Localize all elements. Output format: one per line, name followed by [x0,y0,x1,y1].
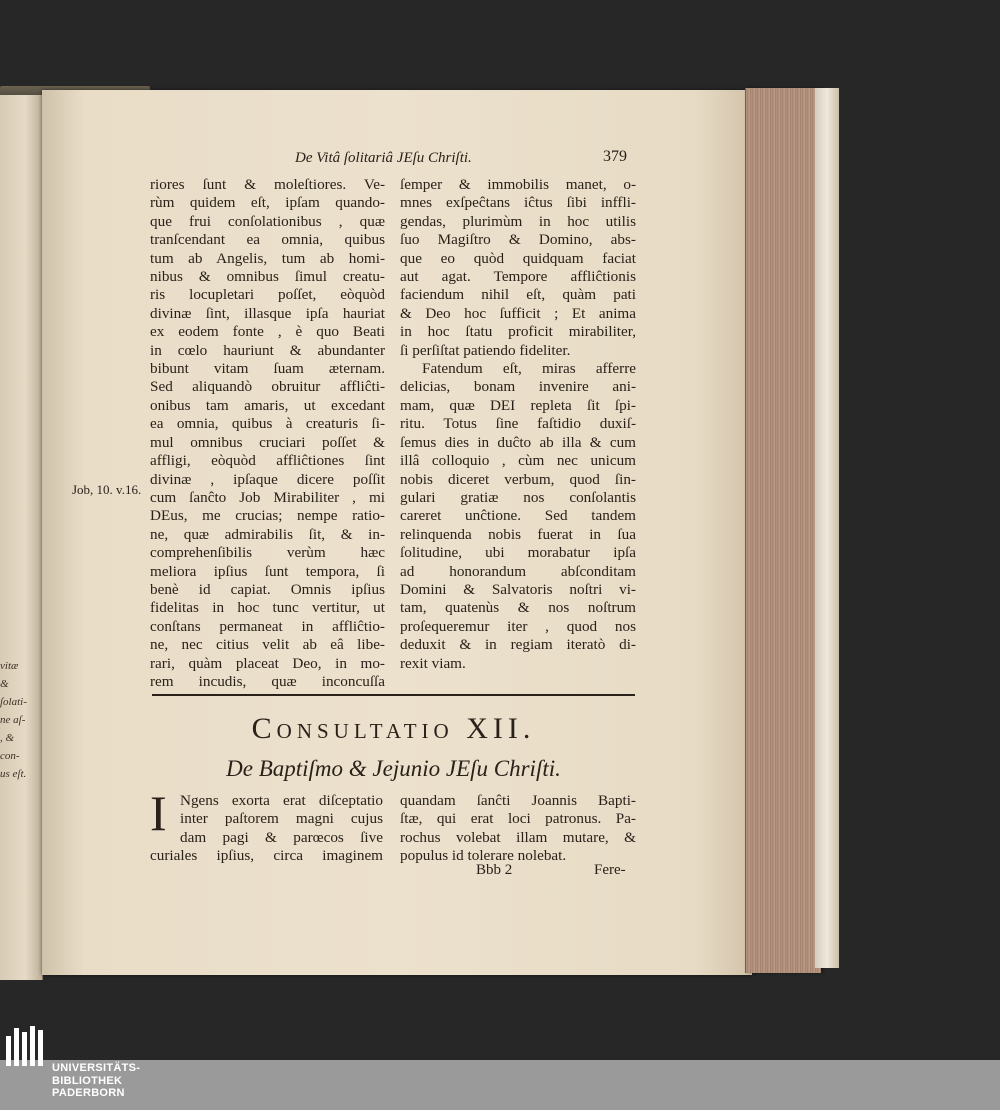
left-page-fragment: , & [0,732,15,744]
logo-line: UNIVERSITÄTS- [52,1062,141,1074]
text-line: inter paſtorem magni cujus [180,810,383,828]
text-line: rochus volebat illam mutare, & [400,828,636,846]
text-line: divinæ , ipſaque dicere poſſit [150,470,385,488]
text-line: populus id tolerare nolebat. [400,847,567,865]
text-line: DEus, me crucias; nempe ratio- [150,507,385,525]
text-column-right-section [400,792,636,866]
text-line: ad honorandum abſconditam [400,562,636,580]
text-line: deduxit & in regiam iteratò di- [400,636,636,654]
text-line: que eo quòd quidquam faciat [400,249,636,267]
logo-line: BIBLIOTHEK [52,1074,123,1087]
text-line: ritu. Totus ſine faſtidio duxiſ- [400,415,636,433]
text-line: & Deo hoc ſufficit ; Et anima [400,304,636,322]
text-line: gendas, plurimùm in hoc utilis [400,212,636,230]
text-line: rari, quàm placeat Deo, in mo- [150,654,385,672]
left-page-fragment: vitæ [0,660,19,672]
text-column-left-section [150,792,383,866]
section-subtitle: De Baptiſmo & Jejunio JEſu Chriſti. [226,756,561,781]
text-line: delicias, bonam invenire ani- [400,378,636,396]
text-line: riores ſunt & moleſtiores. Ve- [150,176,385,193]
left-page-fragment: & [0,678,12,690]
text-line: proſequeremur iter , quod nos [400,617,636,635]
text-column-right [400,176,636,673]
text-line: Ngens exorta erat diſceptatio [180,792,383,809]
text-line: onibus tam amaris, ut excedant [150,396,385,414]
text-line: ſemper & immobilis manet, o- [400,176,636,193]
text-line: tam, quatenùs & nos noſtrum [400,599,636,617]
text-line: quandam ſanĉti Joannis Bapti- [400,792,636,809]
text-column-left [150,176,385,691]
text-line: ris locupletari poſſet, eòquòd [150,286,385,304]
text-line: ſuo Magiſtro & Domino, abs- [400,231,636,249]
library-logo-text [52,1062,140,1100]
text-line: faciendum nihil eſt, quàm pati [400,286,636,304]
text-line: ſtæ, qui erat loci patronus. Pa- [400,810,636,828]
text-line: nibus & omnibus ſimul creatu- [150,268,385,286]
text-line: Sed aliquandò obruitur affliĉti- [150,378,385,396]
text-line: mam, quæ DEI repleta ſit ſpi- [400,396,636,414]
page-block-edge [745,88,821,973]
text-line: Fatendum eſt, miras afferre [422,360,636,378]
running-title: De Vitâ ſolitariâ JEſu Chriſti. [295,150,472,166]
text-line: divinæ ſint, illasque ipſa hauriat [150,304,385,322]
text-line: in hoc ſtatu proficit mirabiliter, [400,323,636,341]
drop-cap: I [150,785,167,841]
text-line: relinquenda nobis fuerat in ſua [400,525,636,543]
text-line: bibunt vitam ſuam æternam. [150,360,385,378]
text-line: gulari gratiæ nos conſolantis [400,488,636,506]
left-page-fragment: ne aſ- [0,714,26,726]
text-line: conſtans permaneat in affliĉtio- [150,617,385,635]
text-line: ſi perſiſtat patiendo fideliter. [400,341,571,359]
text-line: benè id capiat. Omnis ipſius [150,580,385,598]
text-line: ne, nec citius velit ab eâ libe- [150,636,385,654]
text-line: rem incudis, quæ inconcuſſa [150,672,385,690]
text-line: mul omnibus cruciari poſſet & [150,433,385,451]
text-line: que frui conſolationibus , quæ [150,212,385,230]
text-line: tranſcendant ea omnia, quibus [150,231,385,249]
margin-note: Job, 10. v.16. [72,482,142,497]
signature-mark: Bbb 2 [476,862,513,878]
book-page [42,90,752,975]
text-line: careret unĉtione. Sed tandem [400,507,636,525]
text-line: nobis diceret verbum, quod ſin- [400,470,636,488]
text-line: rùm quidem eſt, ipſam quando- [150,194,385,212]
text-line: ſemus dies in duĉto ab illa & cum [400,433,636,451]
text-line: dam pagi & parœcos ſive [180,828,383,846]
text-line: aut agat. Tempore affliĉtionis [400,268,636,286]
text-line: comprehenſibilis verùm hæc [150,544,385,562]
left-page-fragment: ſolati- [0,696,27,708]
text-line: curiales ipſius, circa imaginem [150,847,383,865]
page-number: 379 [603,148,627,165]
text-line: fidelitas in hoc tunc vertitur, ut [150,599,385,617]
left-page-fragment: con- [0,750,20,762]
section-divider [152,694,635,696]
text-line: meliora ipſius ſunt tempora, ſi [150,562,385,580]
text-line: rexit viam. [400,654,466,672]
text-line: ea omnia, quibus à creaturis ſi- [150,415,385,433]
text-line: ne, quæ admirabilis ſit, & in- [150,525,385,543]
text-line: ſolitudine, ubi morabatur ipſa [400,544,636,562]
left-page-fragment: us eſt. [0,768,27,780]
logo-line: PADERBORN [52,1087,125,1099]
left-page-edge [0,95,43,980]
catchword: Fere- [594,862,626,878]
text-line: cum ſanĉto Job Mirabiliter , mi [150,488,385,506]
text-line: Domini & Salvatoris noſtri vi- [400,580,636,598]
text-line: ex eodem fonte , è quo Beati [150,323,385,341]
footer-bar [0,1060,1000,1110]
text-line: affligi, eòquòd affliĉtiones ſint [150,452,385,470]
section-title: Consultatio XII. [251,712,536,745]
text-line: mnes exſpeĉtans iĉtus ſibi inffli- [400,194,636,212]
text-line: illâ colloquio , cùm nec unicum [400,452,636,470]
book-cover-edge [815,88,839,968]
text-line: tum ab Angelis, tum ab homi- [150,249,385,267]
text-line: in cœlo hauriunt & abundanter [150,341,385,359]
